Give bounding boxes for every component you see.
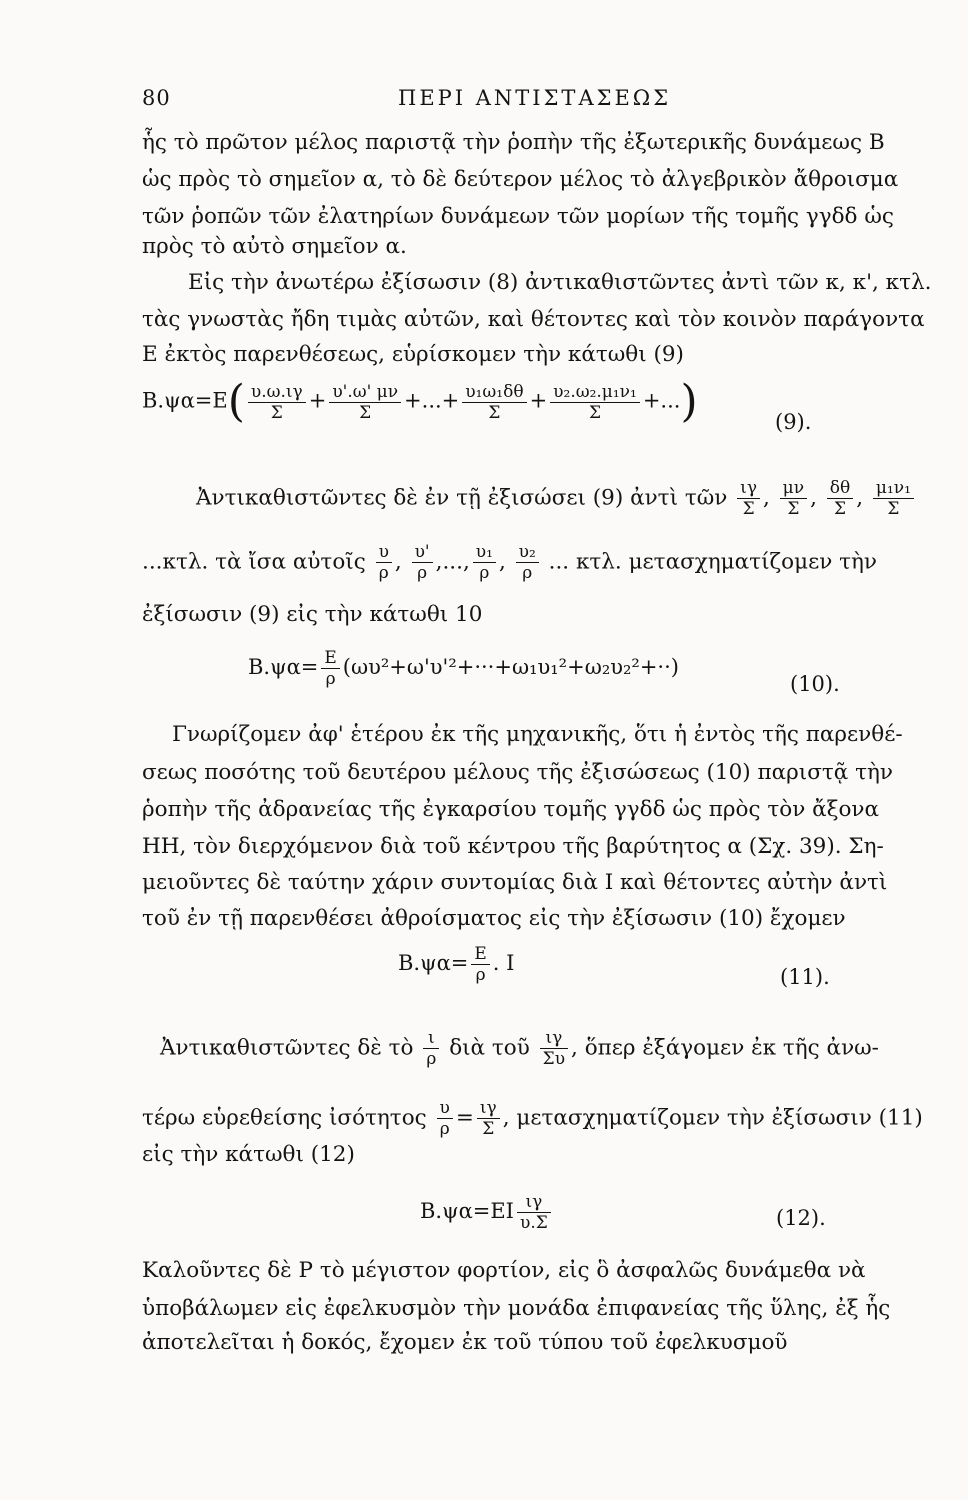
page-number: 80 [142, 86, 171, 110]
equation-number: (11). [780, 965, 830, 989]
text-line: σεως ποσότης τοῦ δευτέρου μέλους τῆς ἐξισώσεως (10) παριστᾷ τὴν [142, 760, 893, 785]
text-line: μειοῦντες δὲ ταύτην χάριν συντομίας διὰ Ι καὶ θέτοντες αὐτὴν ἀντὶ [142, 870, 888, 895]
text-line: ῥοπὴν τῆς ἀδρανείας τῆς ἐγκαρσίου τομῆς γγδδ ὡς πρὸς τὸν ἄξονα [142, 797, 880, 822]
text-line: Ἀντικαθιστῶντες δὲ ἐν τῇ ἐξισώσει (9) ἀντὶ τῶν $\frac{\iota\gamma}{\Sigma}$ , $\frac{\mu\nu}{\Sigma}$ , $\frac{\delta\theta}{\Sigma}$ , $\frac{\text{μ₁ν₁}}{\Sigma}$ [196, 478, 917, 519]
text-line: πρὸς τὸ αὐτὸ σημεῖον α. [142, 234, 407, 259]
text-line: ὡς πρὸς τὸ σημεῖον α, τὸ δὲ δεύτερον μέλος τὸ ἀλγεβρικὸν ἄθροισμα [142, 167, 899, 192]
text-line: τὰς γνωστὰς ἤδη τιμὰς αὐτῶν, καὶ θέτοντες καὶ τὸν κοινὸν παράγοντα [142, 307, 925, 332]
equation-number: (10). [790, 672, 840, 696]
running-title: ΠΕΡΙ ΑΝΤΙΣΤΑΣΕΩΣ [398, 86, 672, 110]
eq9-term3: $\frac{\text{υ₁ω₁δθ}}{\Sigma}$ [462, 382, 526, 423]
equation-10: Β.ψα= $\frac{E}{\rho}$ (ωυ²+ω'υ'²+···+ω₁υ₁²+ω₂υ₂²+··) [248, 648, 679, 689]
text-line: Ε ἐκτὸς παρενθέσεως, εὑρίσκομεν τὴν κάτωθι (9) [142, 342, 684, 367]
text-line: τέρω εὑρεθείσης ἰσότητος $\frac{\upsilon}{\rho}$ = $\frac{\iota\gamma}{\Sigma}$ , μετασχηματίζομεν τὴν ἐξίσωσιν (11) [142, 1098, 923, 1139]
text-line: Ἀντικαθιστῶντες δὲ τὸ $\frac{\iota}{\rho}$ διὰ τοῦ $\frac{\iota\gamma}{\Sigma\upsilon}$ , ὅπερ ἐξάγομεν ἐκ τῆς ἀνω- [160, 1028, 879, 1069]
text-line: ὑποβάλωμεν εἰς ἐφελκυσμὸν τὴν μονάδα ἐπιφανείας τῆς ὕλης, ἐξ ἧς [142, 1296, 891, 1321]
text-line: Εἰς τὴν ἀνωτέρω ἐξίσωσιν (8) ἀντικαθιστῶντες ἀντὶ τῶν κ, κ', κτλ. [188, 270, 932, 295]
text-line: εἰς τὴν κάτωθι (12) [142, 1142, 355, 1167]
equation-12: Β.ψα=ΕΙ $\frac{\iota\gamma}{\upsilon.\Sigma}$ [420, 1192, 554, 1233]
eq9-term4: $\frac{\text{υ₂.ω₂.μ₁ν₁}}{\Sigma}$ [550, 382, 640, 423]
text-line: Γνωρίζομεν ἀφ' ἑτέρου ἐκ τῆς μηχανικῆς, ὅτι ἡ ἐντὸς τῆς παρενθέ- [172, 722, 903, 747]
text-line: ...κτλ. τὰ ἴσα αὐτοῖς $\frac{\upsilon}{\rho}$ , $\frac{\upsilon'}{\rho}$ ,..., $\frac{\text{υ₁}}{\rho}$ , $\frac{\text{υ₂}}{\rho}$ ... κτλ. μετασχηματίζομεν τὴν [142, 542, 877, 583]
text-line: ἐξίσωσιν (9) εἰς τὴν κάτωθι 10 [142, 602, 483, 627]
eq9-lhs: Β.ψα=Ε [142, 388, 228, 413]
text-line: Καλοῦντες δὲ Ρ τὸ μέγιστον φορτίον, εἰς ὃ ἀσφαλῶς δυνάμεθα νὰ [142, 1258, 866, 1283]
eq9-term1: $\frac{\upsilon.\omega.\iota\gamma}{\Sigma}$ [248, 382, 306, 423]
eq9-term2: $\frac{\upsilon'.\omega' \mu\nu}{\Sigma}$ [329, 382, 401, 423]
equation-11: Β.ψα= $\frac{E}{\rho}$ . Ι [398, 944, 515, 985]
text-line: ΗΗ, τὸν διερχόμενον διὰ τοῦ κέντρου τῆς βαρύτητος α (Σχ. 39). Ση- [142, 834, 884, 859]
text-line: ἀποτελεῖται ἡ δοκός, ἔχομεν ἐκ τοῦ τύπου τοῦ ἐφελκυσμοῦ [142, 1330, 788, 1355]
text-line: ἧς τὸ πρῶτον μέλος παριστᾷ τὴν ῥοπὴν τῆς ἐξωτερικῆς δυνάμεως Β [142, 130, 885, 155]
equation-number: (12). [776, 1206, 826, 1230]
equation-number: (9). [775, 410, 812, 434]
text-line: τοῦ ἐν τῇ παρενθέσει ἀθροίσματος εἰς τὴν ἐξίσωσιν (10) ἔχομεν [142, 906, 846, 931]
equation-9: Β.ψα=Ε( $\frac{\upsilon.\omega.\iota\gamma}{\Sigma}$ + $\frac{\upsilon'.\omega' \mu\nu}{\Sigma}$ +...+ $\frac{\text{υ₁ω₁δθ}}{\Sigma}$ + $\frac{\text{υ₂.ω₂.μ₁ν₁}}{\Sigma}$ +...) [142, 376, 698, 427]
text-line: τῶν ῥοπῶν τῶν ἐλατηρίων δυνάμεων τῶν μορίων τῆς τομῆς γγδδ ὡς [142, 204, 894, 229]
